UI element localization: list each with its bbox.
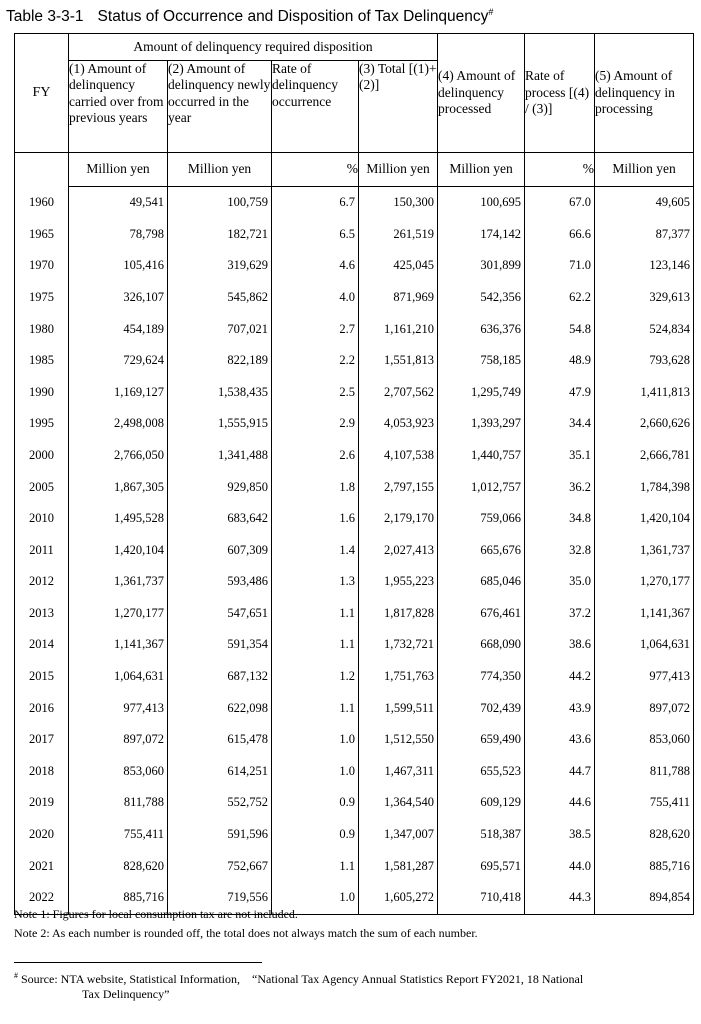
value-cell: 894,854 — [595, 882, 694, 914]
value-cell: 34.8 — [525, 503, 595, 535]
value-cell: 174,142 — [438, 219, 525, 251]
value-cell: 1,420,104 — [69, 535, 168, 567]
value-cell: 977,413 — [595, 661, 694, 693]
value-cell: 4,053,923 — [359, 408, 438, 440]
value-cell: 622,098 — [168, 693, 272, 725]
value-cell: 2.6 — [272, 440, 359, 472]
value-cell: 1,784,398 — [595, 471, 694, 503]
value-cell: 38.5 — [525, 819, 595, 851]
value-cell: 1.0 — [272, 756, 359, 788]
value-cell: 1,555,915 — [168, 408, 272, 440]
value-cell: 1,420,104 — [595, 503, 694, 535]
value-cell: 1,599,511 — [359, 693, 438, 725]
fiscal-year-cell: 2019 — [15, 787, 69, 819]
value-cell: 2.9 — [272, 408, 359, 440]
value-cell: 607,309 — [168, 535, 272, 567]
value-cell: 885,716 — [595, 850, 694, 882]
fiscal-year-cell: 2005 — [15, 471, 69, 503]
value-cell: 329,613 — [595, 282, 694, 314]
fiscal-year-cell: 2017 — [15, 724, 69, 756]
value-cell: 1,364,540 — [359, 787, 438, 819]
value-cell: 78,798 — [69, 219, 168, 251]
fiscal-year-cell: 1975 — [15, 282, 69, 314]
value-cell: 752,667 — [168, 850, 272, 882]
fiscal-year-cell: 2015 — [15, 661, 69, 693]
value-cell: 1,467,311 — [359, 756, 438, 788]
value-cell: 811,788 — [69, 787, 168, 819]
fiscal-year-cell: 2010 — [15, 503, 69, 535]
value-cell: 828,620 — [69, 850, 168, 882]
value-cell: 1,295,749 — [438, 377, 525, 409]
fiscal-year-cell: 2012 — [15, 566, 69, 598]
table-row — [15, 250, 694, 282]
value-cell: 1.0 — [272, 724, 359, 756]
value-cell: 659,490 — [438, 724, 525, 756]
fiscal-year-cell: 1985 — [15, 345, 69, 377]
value-cell: 4,107,538 — [359, 440, 438, 472]
value-cell: 702,439 — [438, 693, 525, 725]
table-row — [15, 819, 694, 851]
table-row — [15, 693, 694, 725]
value-cell: 1.0 — [272, 882, 359, 914]
value-cell: 54.8 — [525, 313, 595, 345]
fiscal-year-cell: 1960 — [15, 187, 69, 219]
fiscal-year-cell: 2014 — [15, 629, 69, 661]
table-row — [15, 787, 694, 819]
value-cell: 1,732,721 — [359, 629, 438, 661]
value-cell: 542,356 — [438, 282, 525, 314]
value-cell: 676,461 — [438, 598, 525, 630]
fiscal-year-cell: 1990 — [15, 377, 69, 409]
unit-cell: Million yen — [595, 153, 694, 187]
notes — [14, 905, 478, 943]
value-cell: 62.2 — [525, 282, 595, 314]
value-cell: 1.1 — [272, 693, 359, 725]
value-cell: 43.9 — [525, 693, 595, 725]
value-cell: 719,556 — [168, 882, 272, 914]
header-amount-in-processing: (5) Amount of delinquency in processing — [595, 34, 694, 153]
value-cell: 43.6 — [525, 724, 595, 756]
value-cell: 793,628 — [595, 345, 694, 377]
source-line-1: Source: NTA website, Statistical Information, “National Tax Agency Annual Statistics Report FY2021, 18 National — [21, 972, 584, 986]
value-cell: 897,072 — [595, 693, 694, 725]
header-amount-processed: (4) Amount of delinquency processed — [438, 34, 525, 153]
table-row — [15, 219, 694, 251]
table-row — [15, 440, 694, 472]
value-cell: 545,862 — [168, 282, 272, 314]
value-cell: 710,418 — [438, 882, 525, 914]
value-cell: 1.6 — [272, 503, 359, 535]
value-cell: 1,361,737 — [69, 566, 168, 598]
delinquency-table — [14, 33, 694, 915]
fiscal-year-cell: 1970 — [15, 250, 69, 282]
table-row — [15, 471, 694, 503]
fiscal-year-cell: 2000 — [15, 440, 69, 472]
fiscal-year-cell: 2011 — [15, 535, 69, 567]
value-cell: 4.6 — [272, 250, 359, 282]
value-cell: 1,141,367 — [69, 629, 168, 661]
value-cell: 729,624 — [69, 345, 168, 377]
value-cell: 822,189 — [168, 345, 272, 377]
note-1: Note 1: Figures for local consumption tax are not included. — [14, 907, 298, 921]
value-cell: 755,411 — [595, 787, 694, 819]
fiscal-year-cell: 1995 — [15, 408, 69, 440]
table-row — [15, 756, 694, 788]
unit-cell: Million yen — [69, 153, 168, 187]
value-cell: 2.7 — [272, 313, 359, 345]
value-cell: 2,766,050 — [69, 440, 168, 472]
value-cell: 48.9 — [525, 345, 595, 377]
table-row — [15, 313, 694, 345]
table-row — [15, 408, 694, 440]
value-cell: 47.9 — [525, 377, 595, 409]
value-cell: 100,759 — [168, 187, 272, 219]
table-title — [6, 8, 493, 26]
value-cell: 1.3 — [272, 566, 359, 598]
value-cell: 1,393,297 — [438, 408, 525, 440]
value-cell: 593,486 — [168, 566, 272, 598]
value-cell: 1.1 — [272, 850, 359, 882]
table-row — [15, 850, 694, 882]
value-cell: 1,538,435 — [168, 377, 272, 409]
value-cell: 929,850 — [168, 471, 272, 503]
header-carried-over: (1) Amount of delinquency carried over from previous years — [69, 61, 168, 153]
value-cell: 1,867,305 — [69, 471, 168, 503]
value-cell: 668,090 — [438, 629, 525, 661]
value-cell: 636,376 — [438, 313, 525, 345]
footnote-divider — [14, 962, 262, 963]
value-cell: 759,066 — [438, 503, 525, 535]
value-cell: 2,660,626 — [595, 408, 694, 440]
value-cell: 36.2 — [525, 471, 595, 503]
value-cell: 1,817,828 — [359, 598, 438, 630]
value-cell: 552,752 — [168, 787, 272, 819]
table-row — [15, 598, 694, 630]
header-group-required-disposition: Amount of delinquency required disposition — [69, 34, 438, 61]
unit-cell: % — [272, 153, 359, 187]
value-cell: 1.4 — [272, 535, 359, 567]
value-cell: 758,185 — [438, 345, 525, 377]
table-row — [15, 724, 694, 756]
value-cell: 687,132 — [168, 661, 272, 693]
value-cell: 49,541 — [69, 187, 168, 219]
value-cell: 1,169,127 — [69, 377, 168, 409]
value-cell: 1.8 — [272, 471, 359, 503]
table-row — [15, 566, 694, 598]
fiscal-year-cell: 2013 — [15, 598, 69, 630]
value-cell: 100,695 — [438, 187, 525, 219]
value-cell: 44.0 — [525, 850, 595, 882]
value-cell: 518,387 — [438, 819, 525, 851]
value-cell: 828,620 — [595, 819, 694, 851]
header-rate-of-process: Rate of process [(4) / (3)] — [525, 34, 595, 153]
value-cell: 685,046 — [438, 566, 525, 598]
header-rate-of-occurrence: Rate of delinquency occurrence — [272, 61, 359, 153]
value-cell: 1,064,631 — [595, 629, 694, 661]
value-cell: 35.1 — [525, 440, 595, 472]
value-cell: 683,642 — [168, 503, 272, 535]
value-cell: 1,512,550 — [359, 724, 438, 756]
value-cell: 853,060 — [595, 724, 694, 756]
fiscal-year-cell: 2020 — [15, 819, 69, 851]
value-cell: 1.1 — [272, 629, 359, 661]
table-row — [15, 629, 694, 661]
value-cell: 2,498,008 — [69, 408, 168, 440]
value-cell: 0.9 — [272, 787, 359, 819]
fiscal-year-cell: 2021 — [15, 850, 69, 882]
value-cell: 326,107 — [69, 282, 168, 314]
value-cell: 66.6 — [525, 219, 595, 251]
value-cell: 1,440,757 — [438, 440, 525, 472]
table-row — [15, 282, 694, 314]
value-cell: 665,676 — [438, 535, 525, 567]
value-cell: 1,270,177 — [595, 566, 694, 598]
value-cell: 695,571 — [438, 850, 525, 882]
value-cell: 1,161,210 — [359, 313, 438, 345]
value-cell: 32.8 — [525, 535, 595, 567]
table-row — [15, 345, 694, 377]
note-2: Note 2: As each number is rounded off, the total does not always match the sum of each number. — [14, 926, 478, 940]
value-cell: 4.0 — [272, 282, 359, 314]
fiscal-year-cell: 2016 — [15, 693, 69, 725]
value-cell: 591,596 — [168, 819, 272, 851]
value-cell: 44.6 — [525, 787, 595, 819]
value-cell: 1,411,813 — [595, 377, 694, 409]
table-row — [15, 535, 694, 567]
value-cell: 44.2 — [525, 661, 595, 693]
title-footnote-marker: # — [488, 6, 494, 17]
value-cell: 2,027,413 — [359, 535, 438, 567]
table-row — [15, 503, 694, 535]
header-fy: FY — [15, 34, 69, 153]
value-cell: 37.2 — [525, 598, 595, 630]
value-cell: 615,478 — [168, 724, 272, 756]
value-cell: 1,551,813 — [359, 345, 438, 377]
value-cell: 1,751,763 — [359, 661, 438, 693]
fiscal-year-cell: 2018 — [15, 756, 69, 788]
unit-cell: % — [525, 153, 595, 187]
value-cell: 897,072 — [69, 724, 168, 756]
fiscal-year-cell: 2022 — [15, 882, 69, 914]
value-cell: 811,788 — [595, 756, 694, 788]
source-footnote — [14, 972, 694, 1002]
table-row — [15, 661, 694, 693]
value-cell: 71.0 — [525, 250, 595, 282]
value-cell: 2,666,781 — [595, 440, 694, 472]
value-cell: 655,523 — [438, 756, 525, 788]
value-cell: 853,060 — [69, 756, 168, 788]
value-cell: 44.3 — [525, 882, 595, 914]
value-cell: 67.0 — [525, 187, 595, 219]
value-cell: 2,179,170 — [359, 503, 438, 535]
unit-cell: Million yen — [438, 153, 525, 187]
header-newly-occurred: (2) Amount of delinquency newly occurred in the year — [168, 61, 272, 153]
source-line-2: Tax Delinquency” — [82, 987, 170, 1001]
source-marker: # — [14, 971, 18, 980]
value-cell: 1,347,007 — [359, 819, 438, 851]
value-cell: 150,300 — [359, 187, 438, 219]
value-cell: 871,969 — [359, 282, 438, 314]
value-cell: 614,251 — [168, 756, 272, 788]
value-cell: 2.5 — [272, 377, 359, 409]
units-row — [15, 153, 694, 187]
value-cell: 87,377 — [595, 219, 694, 251]
value-cell: 1,581,287 — [359, 850, 438, 882]
value-cell: 454,189 — [69, 313, 168, 345]
header-total: (3) Total [(1)+(2)] — [359, 61, 438, 153]
table-row — [15, 187, 694, 219]
value-cell: 609,129 — [438, 787, 525, 819]
value-cell: 301,899 — [438, 250, 525, 282]
value-cell: 1,141,367 — [595, 598, 694, 630]
table-number: Table 3-3-1 — [6, 8, 84, 25]
value-cell: 182,721 — [168, 219, 272, 251]
value-cell: 1.1 — [272, 598, 359, 630]
value-cell: 524,834 — [595, 313, 694, 345]
value-cell: 977,413 — [69, 693, 168, 725]
table-title-text: Status of Occurrence and Disposition of Tax Delinquency — [97, 8, 489, 25]
value-cell: 1,341,488 — [168, 440, 272, 472]
table-row — [15, 377, 694, 409]
value-cell: 6.7 — [272, 187, 359, 219]
value-cell: 547,651 — [168, 598, 272, 630]
value-cell: 1,270,177 — [69, 598, 168, 630]
value-cell: 35.0 — [525, 566, 595, 598]
value-cell: 34.4 — [525, 408, 595, 440]
value-cell: 261,519 — [359, 219, 438, 251]
table-body — [15, 187, 694, 915]
value-cell: 49,605 — [595, 187, 694, 219]
value-cell: 774,350 — [438, 661, 525, 693]
value-cell: 44.7 — [525, 756, 595, 788]
value-cell: 755,411 — [69, 819, 168, 851]
value-cell: 2,797,155 — [359, 471, 438, 503]
value-cell: 1.2 — [272, 661, 359, 693]
value-cell: 105,416 — [69, 250, 168, 282]
unit-cell: Million yen — [359, 153, 438, 187]
value-cell: 38.6 — [525, 629, 595, 661]
value-cell: 1,495,528 — [69, 503, 168, 535]
value-cell: 707,021 — [168, 313, 272, 345]
fiscal-year-cell: 1980 — [15, 313, 69, 345]
value-cell: 1,955,223 — [359, 566, 438, 598]
fiscal-year-cell: 1965 — [15, 219, 69, 251]
value-cell: 123,146 — [595, 250, 694, 282]
value-cell: 885,716 — [69, 882, 168, 914]
value-cell: 2,707,562 — [359, 377, 438, 409]
value-cell: 591,354 — [168, 629, 272, 661]
value-cell: 1,361,737 — [595, 535, 694, 567]
value-cell: 1,605,272 — [359, 882, 438, 914]
unit-cell-blank — [15, 153, 69, 187]
value-cell: 425,045 — [359, 250, 438, 282]
value-cell: 0.9 — [272, 819, 359, 851]
value-cell: 1,012,757 — [438, 471, 525, 503]
value-cell: 1,064,631 — [69, 661, 168, 693]
value-cell: 319,629 — [168, 250, 272, 282]
value-cell: 2.2 — [272, 345, 359, 377]
value-cell: 6.5 — [272, 219, 359, 251]
unit-cell: Million yen — [168, 153, 272, 187]
